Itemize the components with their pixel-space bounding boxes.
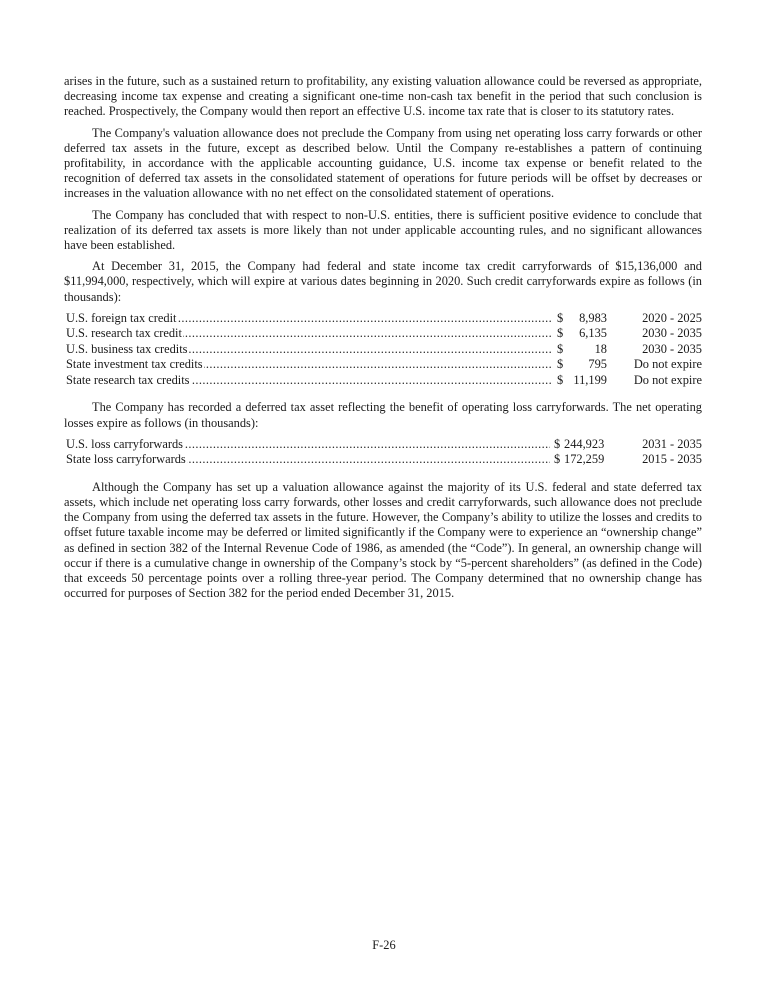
credit-carryforwards-table [64, 311, 702, 389]
row-amount: 172,259 [564, 452, 605, 467]
currency-symbol: $ [554, 436, 561, 451]
row-expiration: Do not expire [633, 372, 702, 387]
paragraph-valuation-reversal: arises in the future, such as a sustained return to profitability, any existing valuation allowance could be reversed as appropriate, decreasing income tax expense and creating a significant one-time non-cash tax benefit in the period that such conclusion is reached. Prospectively, the Company would then report an effective U.S. income tax rate that is closer to its statutory rates. [64, 74, 702, 119]
row-amount: 795 [588, 357, 607, 372]
table-row [64, 311, 702, 327]
row-expiration: 2030 - 2035 [642, 341, 702, 356]
row-amount: 18 [594, 341, 607, 356]
row-label: U.S. foreign tax credit [66, 310, 177, 325]
page-number: F-26 [372, 938, 396, 952]
paragraph-ownership-change: Although the Company has set up a valuation allowance against the majority of its U.S. federal and state deferred tax assets, which include net operating loss carry forwards, other losses and credit carryforwards, such allowance does not preclude the Company from using the deferred tax assets in the future. However, the Company’s ability to utilize the losses and credits to offset future taxable income may be deferred or limited significantly if the Company were to experience an “ownership change” as defined in section 382 of the Internal Revenue Code of 1986, as amended (the “Code”). In general, an ownership change will occur if there is a cumulative change in ownership of the Company’s stock by “5-percent shareholders” (as defined in the Code) that exceeds 50 percentage points over a rolling three-year period. The Company determined that no ownership change has occurred for purposes of Section 382 for the period ended December 31, 2015. [64, 479, 702, 601]
row-expiration: Do not expire [633, 357, 702, 372]
row-label: U.S. research tax credit [66, 326, 182, 341]
row-label: State investment tax credits [66, 357, 203, 372]
row-label: State research tax credits [66, 372, 190, 387]
row-expiration: 2031 - 2035 [642, 436, 702, 451]
table-row [64, 373, 702, 389]
paragraph-credit-carryforwards: At December 31, 2015, the Company had federal and state income tax credit carryforwards of $15,136,000 and $11,994,000, respectively, which will expire at various dates beginning in 2020. Such credit carryforwards expire as follows (in thousands): [64, 259, 702, 304]
row-label: U.S. loss carryforwards [66, 436, 183, 451]
paragraph-operating-loss: The Company has recorded a deferred tax asset reflecting the benefit of operating loss carryforwards. The net operating losses expire as follows (in thousands): [64, 400, 702, 430]
row-amount: 8,983 [579, 310, 607, 325]
row-amount: 244,923 [564, 436, 605, 451]
row-amount: 6,135 [579, 326, 607, 341]
document-page [64, 74, 702, 607]
table-row [64, 452, 702, 468]
table-row [64, 342, 702, 358]
table-row [64, 357, 702, 373]
row-expiration: 2030 - 2035 [642, 326, 702, 341]
row-amount: 11,199 [573, 372, 607, 387]
loss-carryforwards-table [64, 437, 702, 468]
currency-symbol: $ [557, 341, 564, 356]
paragraph-valuation-allowance: The Company's valuation allowance does not preclude the Company from using net operating loss carry forwards or other deferred tax assets in the future, except as described below. Until the Company re-establishes a pattern of continuing profitability, in accordance with the applicable accounting guidance, U.S. income tax expense or benefit related to the recognition of deferred tax assets in the consolidated statement of operations for future periods will be offset by decreases or increases in the valuation allowance with no net effect on the consolidated statement of operations. [64, 125, 702, 201]
table-row [64, 326, 702, 342]
currency-symbol: $ [557, 326, 564, 341]
row-label: State loss carryforwards [66, 452, 186, 467]
row-label: U.S. business tax credits [66, 341, 188, 356]
currency-symbol: $ [554, 452, 561, 467]
row-expiration: 2020 - 2025 [642, 310, 702, 325]
currency-symbol: $ [557, 372, 564, 387]
paragraph-non-us-entities: The Company has concluded that with respect to non-U.S. entities, there is sufficient positive evidence to conclude that realization of its deferred tax assets is more likely than not under applicable accounting rules, and no significant allowances have been established. [64, 207, 702, 253]
row-expiration: 2015 - 2035 [642, 452, 702, 467]
currency-symbol: $ [557, 310, 564, 325]
currency-symbol: $ [557, 357, 564, 372]
table-row [64, 437, 702, 453]
